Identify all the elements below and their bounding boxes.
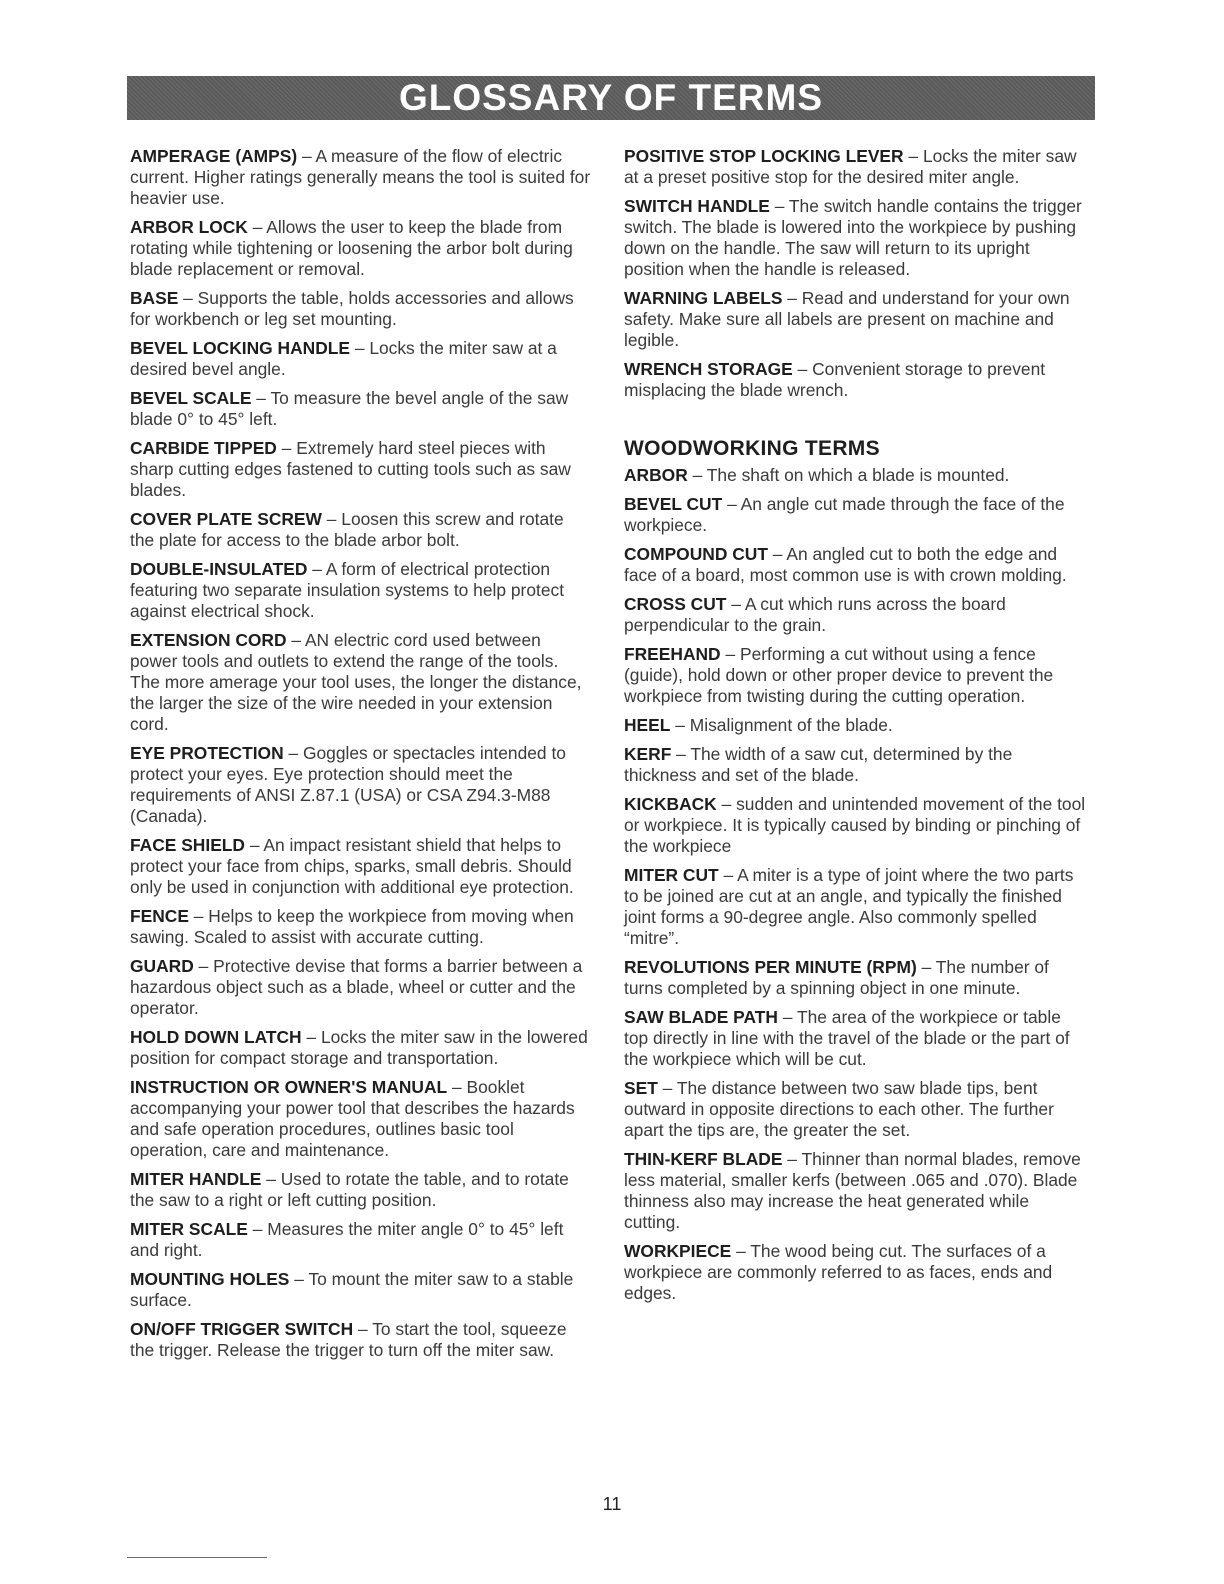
glossary-term: CROSS CUT bbox=[624, 594, 727, 614]
glossary-entry: FREEHAND – Performing a cut without using a fence (guide), hold down or other proper device to prevent the workpiece from twisting during the cutting operation. bbox=[624, 644, 1054, 706]
glossary-definition: Measures the miter angle 0° to 45° left and right. bbox=[130, 1219, 564, 1260]
glossary-term: SAW BLADE PATH bbox=[624, 1007, 778, 1027]
glossary-definition: The number of turns completed by a spinning object in one minute. bbox=[624, 957, 1049, 998]
glossary-term: EYE PROTECTION bbox=[130, 743, 284, 763]
footer-divider bbox=[127, 1557, 267, 1558]
glossary-definition: Loosen this screw and rotate the plate for access to the blade arbor bolt. bbox=[130, 509, 564, 550]
glossary-entry: KERF – The width of a saw cut, determined by the thickness and set of the blade. bbox=[624, 744, 1013, 785]
glossary-definition: The shaft on which a blade is mounted. bbox=[706, 465, 1010, 485]
glossary-definition: A measure of the flow of electric current. Higher ratings generally means the tool is suited for heavier use. bbox=[130, 146, 591, 208]
glossary-definition: An angle cut made through the face of the workpiece. bbox=[624, 494, 1065, 535]
glossary-definition: An impact resistant shield that helps to protect your face from chips, sparks, small debris. Should only be used in conjunction with additional eye protection. bbox=[130, 835, 574, 897]
glossary-definition: To start the tool, squeeze the trigger. Release the trigger to turn off the miter saw. bbox=[130, 1319, 567, 1360]
woodworking-terms-list bbox=[624, 465, 1088, 1304]
glossary-term: ARBOR bbox=[624, 465, 688, 485]
glossary-term: COMPOUND CUT bbox=[624, 544, 768, 564]
glossary-term: FENCE bbox=[130, 906, 189, 926]
glossary-entry: AMPERAGE (AMPS) – A measure of the flow of electric current. Higher ratings generally means the tool is suited for heavier use. bbox=[130, 146, 591, 208]
glossary-entry: DOUBLE-INSULATED – A form of electrical protection featuring two separate insulation systems to help protect against electrical shock. bbox=[130, 559, 565, 621]
glossary-definition: A miter is a type of joint where the two parts to be joined are cut at an angle, and typically the finished joint forms a 90-degree angle. Also commonly spelled “mitre”. bbox=[624, 865, 1074, 948]
glossary-term: REVOLUTIONS PER MINUTE (RPM) bbox=[624, 957, 917, 977]
glossary-entry: MITER SCALE – Measures the miter angle 0° to 45° left and right. bbox=[130, 1219, 564, 1260]
glossary-entry: CARBIDE TIPPED – Extremely hard steel pieces with sharp cutting edges fastened to cutting tools such as saw blades. bbox=[130, 438, 571, 500]
glossary-term: THIN-KERF BLADE bbox=[624, 1149, 783, 1169]
glossary-term: SWITCH HANDLE bbox=[624, 196, 770, 216]
glossary-entry: FACE SHIELD – An impact resistant shield that helps to protect your face from chips, sparks, small debris. Should only be used in conjunction with additional eye protection. bbox=[130, 835, 574, 897]
glossary-entry: SAW BLADE PATH – The area of the workpiece or table top directly in line with the travel of the blade or the part of the workpiece which will be cut. bbox=[624, 1007, 1070, 1069]
glossary-term: EXTENSION CORD bbox=[130, 630, 287, 650]
glossary-definition: The switch handle contains the trigger switch. The blade is lowered into the workpiece by pushing down on the handle. The saw will return to its upright position when the handle is released. bbox=[624, 196, 1082, 279]
glossary-term: GUARD bbox=[130, 956, 194, 976]
glossary-definition: The distance between two saw blade tips, bent outward in opposite directions to each other. The further apart the tips are, the greater the set. bbox=[624, 1078, 1054, 1140]
glossary-term: KERF bbox=[624, 744, 672, 764]
glossary-term: SET bbox=[624, 1078, 658, 1098]
glossary-entry: WORKPIECE – The wood being cut. The surfaces of a workpiece are commonly referred to as faces, ends and edges. bbox=[624, 1241, 1053, 1303]
left-column bbox=[130, 146, 592, 1369]
glossary-entry: BEVEL CUT – An angle cut made through the face of the workpiece. bbox=[624, 494, 1065, 535]
glossary-term: MITER HANDLE bbox=[130, 1169, 262, 1189]
glossary-definition: Misalignment of the blade. bbox=[689, 715, 893, 735]
glossary-definition: Locks the miter saw in the lowered position for compact storage and transportation. bbox=[130, 1027, 588, 1068]
glossary-definition: To mount the miter saw to a stable surface. bbox=[130, 1269, 574, 1310]
woodworking-section-title: WOODWORKING TERMS bbox=[624, 437, 880, 460]
glossary-entry: POSITIVE STOP LOCKING LEVER – Locks the miter saw at a preset positive stop for the desired miter angle. bbox=[624, 146, 1077, 187]
glossary-entry: ON/OFF TRIGGER SWITCH – To start the tool, squeeze the trigger. Release the trigger to turn off the miter saw. bbox=[130, 1319, 567, 1360]
glossary-term: HOLD DOWN LATCH bbox=[130, 1027, 302, 1047]
glossary-definition: Supports the table, holds accessories and allows for workbench or leg set mounting. bbox=[130, 288, 574, 329]
glossary-definition: Read and understand for your own safety. Make sure all labels are present on machine and legible. bbox=[624, 288, 1070, 350]
glossary-entry: WRENCH STORAGE – Convenient storage to prevent misplacing the blade wrench. bbox=[624, 359, 1046, 400]
glossary-definition: Used to rotate the table, and to rotate the saw to a right or left cutting position. bbox=[130, 1169, 569, 1210]
glossary-entry: FENCE – Helps to keep the workpiece from moving when sawing. Scaled to assist with accurate cutting. bbox=[130, 906, 574, 947]
glossary-term: ARBOR LOCK bbox=[130, 217, 248, 237]
glossary-term: COVER PLATE SCREW bbox=[130, 509, 322, 529]
glossary-definition: The width of a saw cut, determined by the thickness and set of the blade. bbox=[624, 744, 1013, 785]
glossary-entry: BEVEL LOCKING HANDLE – Locks the miter saw at a desired bevel angle. bbox=[130, 338, 557, 379]
glossary-term: MOUNTING HOLES bbox=[130, 1269, 290, 1289]
glossary-definition: To measure the bevel angle of the saw blade 0° to 45° left. bbox=[130, 388, 569, 429]
glossary-entry: KICKBACK – sudden and unintended movement of the tool or workpiece. It is typically caused by binding or pinching of the workpiece bbox=[624, 794, 1086, 856]
glossary-entry: ARBOR LOCK – Allows the user to keep the blade from rotating while tightening or loosening the arbor bolt during blade replacement or removal. bbox=[130, 217, 573, 279]
page-title: GLOSSARY OF TERMS bbox=[398, 77, 824, 118]
general-terms-list bbox=[624, 146, 1088, 401]
glossary-entry: BASE – Supports the table, holds accessories and allows for workbench or leg set mounting. bbox=[130, 288, 574, 329]
glossary-definition: Locks the miter saw at a desired bevel angle. bbox=[130, 338, 557, 379]
glossary-entry: COMPOUND CUT – An angled cut to both the edge and face of a board, most common use is with crown molding. bbox=[624, 544, 1067, 585]
glossary-term: CARBIDE TIPPED bbox=[130, 438, 277, 458]
page-number: 11 bbox=[602, 1494, 622, 1514]
glossary-definition: The area of the workpiece or table top directly in line with the travel of the blade or the part of the workpiece which will be cut. bbox=[624, 1007, 1070, 1069]
glossary-definition: Thinner than normal blades, remove less material, smaller kerfs (between .065 and .070). Blade thinness also may increase the heat generated while cutting. bbox=[624, 1149, 1081, 1232]
glossary-definition: Locks the miter saw at a preset positive stop for the desired miter angle. bbox=[624, 146, 1077, 187]
glossary-term: BEVEL CUT bbox=[624, 494, 723, 514]
glossary-entry: HEEL – Misalignment of the blade. bbox=[624, 715, 893, 735]
glossary-entry: REVOLUTIONS PER MINUTE (RPM) – The number of turns completed by a spinning object in one minute. bbox=[624, 957, 1049, 998]
glossary-term: POSITIVE STOP LOCKING LEVER bbox=[624, 146, 904, 166]
glossary-definition: AN electric cord used between power tools and outlets to extend the range of the tools. The more amerage your tool uses, the longer the distance, the larger the size of the wire needed in your extension cord. bbox=[130, 630, 582, 734]
glossary-term: INSTRUCTION OR OWNER'S MANUAL bbox=[130, 1077, 448, 1097]
glossary-definition: Helps to keep the workpiece from moving when sawing. Scaled to assist with accurate cutting. bbox=[130, 906, 574, 947]
right-column bbox=[624, 146, 1088, 1312]
glossary-entry: MOUNTING HOLES – To mount the miter saw to a stable surface. bbox=[130, 1269, 574, 1310]
glossary-term: ON/OFF TRIGGER SWITCH bbox=[130, 1319, 354, 1339]
glossary-definition: The wood being cut. The surfaces of a workpiece are commonly referred to as faces, ends and edges. bbox=[624, 1241, 1053, 1303]
glossary-term: MITER CUT bbox=[624, 865, 719, 885]
glossary-term: WARNING LABELS bbox=[624, 288, 783, 308]
glossary-entry: THIN-KERF BLADE – Thinner than normal blades, remove less material, smaller kerfs (between .065 and .070). Blade thinness also may increase the heat generated while cutting. bbox=[624, 1149, 1081, 1232]
glossary-entry: COVER PLATE SCREW – Loosen this screw and rotate the plate for access to the blade arbor bolt. bbox=[130, 509, 564, 550]
glossary-term: WRENCH STORAGE bbox=[624, 359, 793, 379]
glossary-definition: Allows the user to keep the blade from rotating while tightening or loosening the arbor bolt during blade replacement or removal. bbox=[130, 217, 573, 279]
glossary-entry: WARNING LABELS – Read and understand for your own safety. Make sure all labels are present on machine and legible. bbox=[624, 288, 1070, 350]
glossary-entry: GUARD – Protective devise that forms a barrier between a hazardous object such as a blade, wheel or cutter and the operator. bbox=[130, 956, 583, 1018]
glossary-definition: Performing a cut without using a fence (guide), hold down or other proper device to prevent the workpiece from twisting during the cutting operation. bbox=[624, 644, 1054, 706]
glossary-term: BEVEL LOCKING HANDLE bbox=[130, 338, 350, 358]
glossary-entry: EYE PROTECTION – Goggles or spectacles intended to protect your eyes. Eye protection should meet the requirements of ANSI Z.87.1 (USA) or CSA Z94.3-M88 (Canada). bbox=[130, 743, 566, 826]
glossary-definition: An angled cut to both the edge and face of a board, most common use is with crown molding. bbox=[624, 544, 1067, 585]
glossary-entry: HOLD DOWN LATCH – Locks the miter saw in the lowered position for compact storage and transportation. bbox=[130, 1027, 588, 1068]
glossary-entry: MITER HANDLE – Used to rotate the table, and to rotate the saw to a right or left cutting position. bbox=[130, 1169, 569, 1210]
glossary-term: BASE bbox=[130, 288, 179, 308]
glossary-definition: A cut which runs across the board perpendicular to the grain. bbox=[624, 594, 1006, 635]
glossary-definition: A form of electrical protection featuring two separate insulation systems to help protect against electrical shock. bbox=[130, 559, 565, 621]
glossary-definition: Booklet accompanying your power tool that describes the hazards and safe operation procedures, outlines basic tool operation, care and maintenance. bbox=[130, 1077, 575, 1160]
glossary-term: FREEHAND bbox=[624, 644, 721, 664]
glossary-entry: INSTRUCTION OR OWNER'S MANUAL – Booklet accompanying your power tool that describes the hazards and safe operation procedures, outlines basic tool operation, care and maintenance. bbox=[130, 1077, 575, 1160]
glossary-entry: MITER CUT – A miter is a type of joint where the two parts to be joined are cut at an angle, and typically the finished joint forms a 90-degree angle. Also commonly spelled “mitre”. bbox=[624, 865, 1074, 948]
glossary-entry: CROSS CUT – A cut which runs across the board perpendicular to the grain. bbox=[624, 594, 1006, 635]
glossary-term: FACE SHIELD bbox=[130, 835, 245, 855]
glossary-term: DOUBLE-INSULATED bbox=[130, 559, 308, 579]
glossary-entry: BEVEL SCALE – To measure the bevel angle of the saw blade 0° to 45° left. bbox=[130, 388, 569, 429]
glossary-entry: EXTENSION CORD – AN electric cord used between power tools and outlets to extend the range of the tools. The more amerage your tool uses, the longer the distance, the larger the size of the wire needed in your extension cord. bbox=[130, 630, 582, 734]
glossary-term: BEVEL SCALE bbox=[130, 388, 252, 408]
glossary-definition: Convenient storage to prevent misplacing the blade wrench. bbox=[624, 359, 1046, 400]
glossary-definition: Extremely hard steel pieces with sharp cutting edges fastened to cutting tools such as saw blades. bbox=[130, 438, 571, 500]
glossary-entry: SET – The distance between two saw blade tips, bent outward in opposite directions to each other. The further apart the tips are, the greater the set. bbox=[624, 1078, 1054, 1140]
glossary-term: WORKPIECE bbox=[624, 1241, 732, 1261]
glossary-term: AMPERAGE (AMPS) bbox=[130, 146, 298, 166]
glossary-term: KICKBACK bbox=[624, 794, 717, 814]
glossary-entry: ARBOR – The shaft on which a blade is mounted. bbox=[624, 465, 1010, 485]
glossary-entry: SWITCH HANDLE – The switch handle contains the trigger switch. The blade is lowered into the workpiece by pushing down on the handle. The saw will return to its upright position when the handle is released. bbox=[624, 196, 1082, 279]
glossary-term: HEEL bbox=[624, 715, 671, 735]
glossary-definition: Protective devise that forms a barrier between a hazardous object such as a blade, wheel or cutter and the operator. bbox=[130, 956, 583, 1018]
glossary-banner bbox=[127, 76, 1095, 120]
glossary-term: MITER SCALE bbox=[130, 1219, 248, 1239]
glossary-definition: sudden and unintended movement of the tool or workpiece. It is typically caused by binding or pinching of the workpiece bbox=[624, 794, 1086, 856]
glossary-definition: Goggles or spectacles intended to protect your eyes. Eye protection should meet the requirements of ANSI Z.87.1 (USA) or CSA Z94.3-M88 (Canada). bbox=[130, 743, 566, 826]
